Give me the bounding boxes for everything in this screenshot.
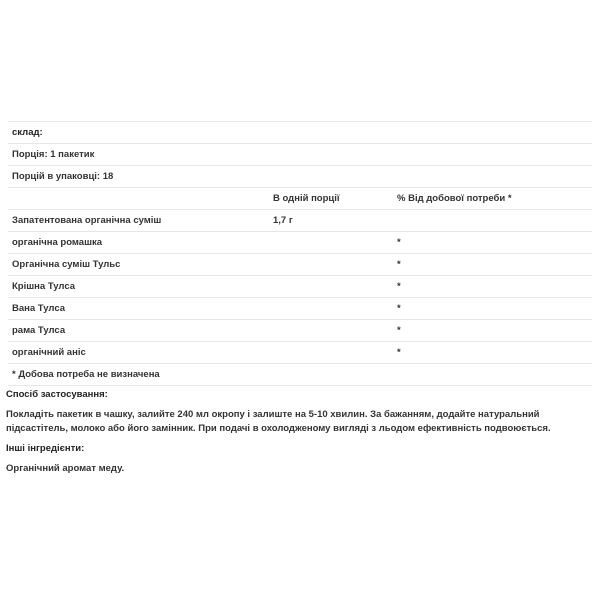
product-description	[6, 388, 592, 482]
column-header-daily-value: % Від добової потреби *	[397, 193, 512, 204]
column-header-amount: В одній порції	[273, 193, 340, 204]
facts-title: склад:	[12, 127, 43, 138]
table-row	[8, 254, 592, 276]
supplement-facts-table	[8, 121, 592, 386]
usage-heading: Спосіб застосування:	[6, 389, 108, 400]
table-row	[8, 232, 592, 254]
facts-title-row	[8, 122, 592, 144]
other-ingredients-text: Органічний аромат меду.	[6, 463, 125, 474]
ingredient-name: органічний аніс	[12, 347, 86, 358]
ingredient-daily-value: *	[397, 259, 401, 270]
ingredient-daily-value: *	[397, 281, 401, 292]
usage-text: Покладіть пакетик в чашку, залийте 240 мл окропу і залиште на 5-10 хвилин. За бажанням, додайте натуральний підсастітель, молоко або його замінник. При подачі в охолодженому вигляді з льодом ефективність подвоюється.	[6, 409, 551, 434]
ingredient-daily-value: *	[397, 303, 401, 314]
table-row	[8, 320, 592, 342]
footnote-row	[8, 364, 592, 386]
ingredient-amount: 1,7 г	[273, 215, 293, 226]
ingredient-name: органічна ромашка	[12, 237, 103, 248]
serving-size-row	[8, 144, 592, 166]
table-row	[8, 276, 592, 298]
table-row	[8, 342, 592, 364]
ingredient-daily-value: *	[397, 347, 401, 358]
other-ingredients-heading: Інші інгредієнти:	[6, 443, 85, 454]
ingredient-daily-value: *	[397, 237, 401, 248]
ingredient-name: рама Тулса	[12, 325, 66, 336]
table-row	[8, 298, 592, 320]
ingredient-daily-value: *	[397, 325, 401, 336]
daily-value-footnote: * Добова потреба не визначена	[12, 369, 160, 380]
table-header-row	[8, 188, 592, 210]
serving-size: Порція: 1 пакетик	[12, 149, 95, 160]
ingredient-name: Вана Тулса	[12, 303, 65, 314]
ingredient-name: Крішна Тулса	[12, 281, 76, 292]
ingredient-name: Органічна суміш Тульс	[12, 259, 121, 270]
ingredient-name: Запатентована органічна суміш	[12, 215, 162, 226]
table-row	[8, 210, 592, 232]
servings-per-container-row	[8, 166, 592, 188]
servings-per-container: Порцій в упаковці: 18	[12, 171, 114, 182]
